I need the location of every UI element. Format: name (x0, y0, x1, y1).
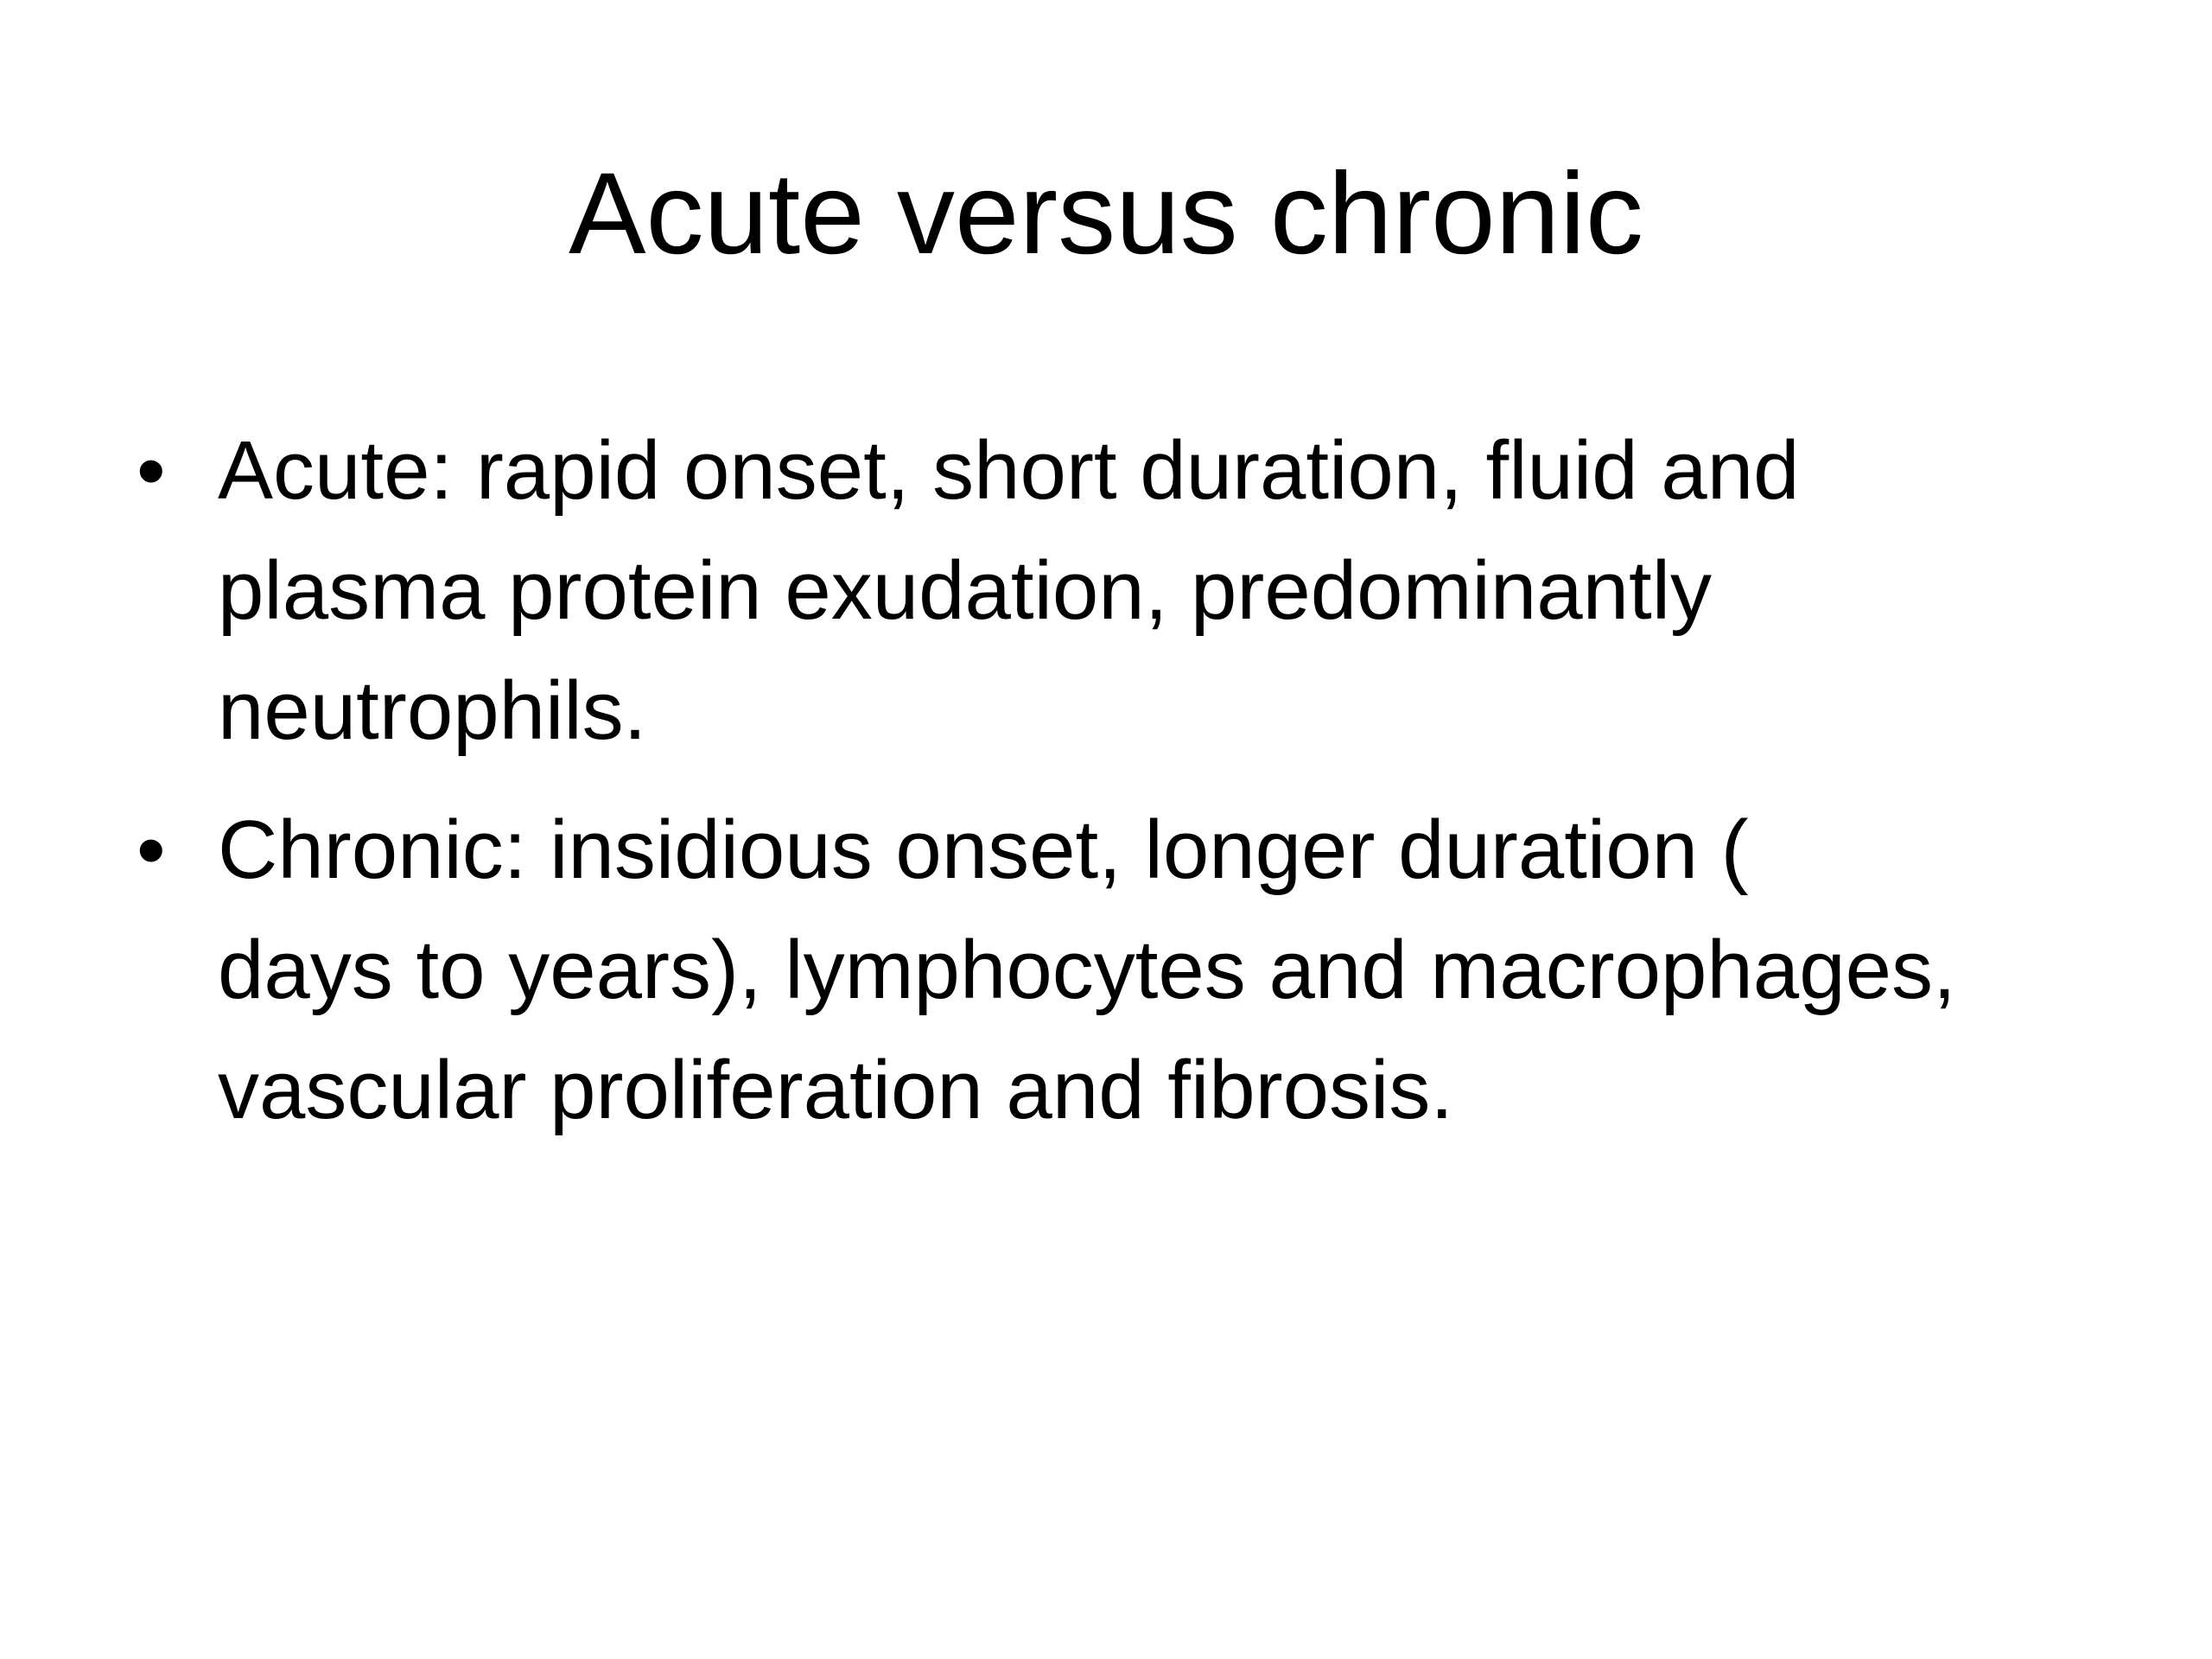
bullet-list (128, 410, 2115, 1169)
bullet-marker: • (137, 424, 166, 517)
bullet-marker: • (137, 804, 166, 896)
bullet-line: vascular proliferation and fibrosis. (218, 1044, 1454, 1136)
bullet-item-acute (128, 410, 2115, 771)
bullet-line: Acute: rapid onset, short duration, fluid and (218, 424, 1800, 517)
bullet-line: Chronic: insidious onset, longer duration ( (218, 804, 1749, 896)
bullet-line: neutrophils. (218, 664, 647, 757)
bullet-line: days to years), lymphocytes and macrophages, (218, 924, 1956, 1016)
slide-title: Acute versus chronic (569, 149, 1643, 278)
bullet-line: plasma protein exudation, predominantly (218, 544, 1713, 637)
bullet-item-chronic (128, 790, 2115, 1150)
